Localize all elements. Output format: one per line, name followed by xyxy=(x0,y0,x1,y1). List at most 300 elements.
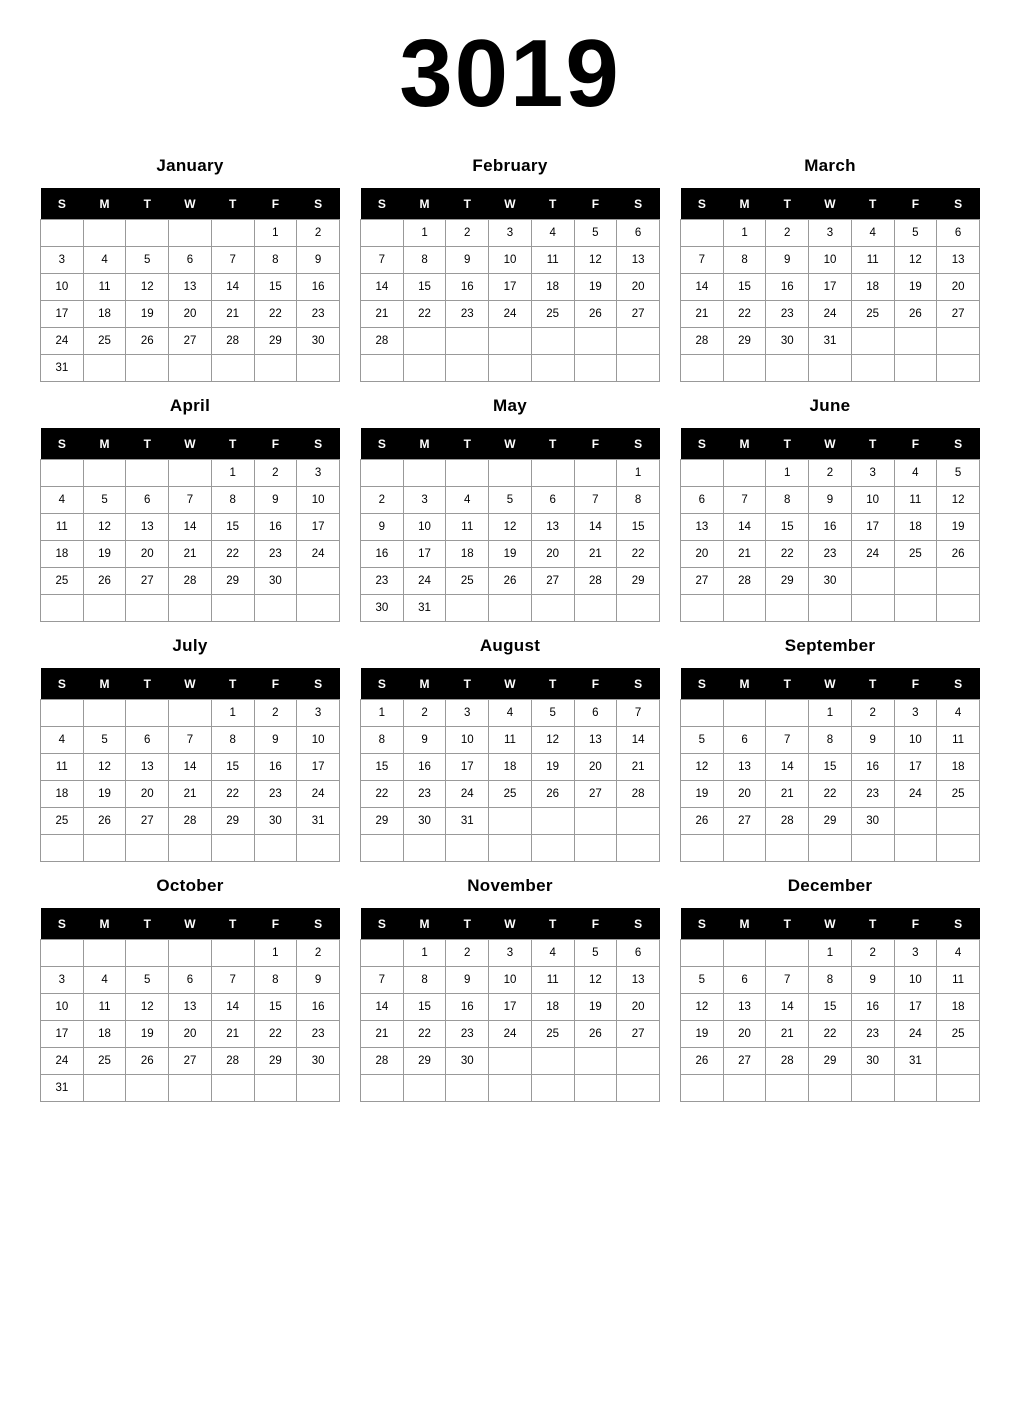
day-cell: 22 xyxy=(723,301,766,328)
day-cell: 1 xyxy=(361,700,404,727)
day-cell-empty xyxy=(937,568,980,595)
month-name: April xyxy=(169,396,211,415)
month-name: August xyxy=(479,636,541,655)
day-cell: 6 xyxy=(126,487,169,514)
day-cell-empty xyxy=(531,808,574,835)
day-cell: 28 xyxy=(361,1048,404,1075)
day-cell: 24 xyxy=(489,1021,532,1048)
week-row xyxy=(41,355,340,382)
day-cell: 2 xyxy=(254,700,297,727)
week-row xyxy=(681,220,980,247)
weekday-header-row xyxy=(41,908,340,940)
week-row xyxy=(681,754,980,781)
day-cell: 7 xyxy=(361,967,404,994)
week-row xyxy=(681,595,980,622)
day-cell: 23 xyxy=(766,301,809,328)
day-cell: 3 xyxy=(894,940,937,967)
day-cell: 4 xyxy=(83,247,126,274)
day-cell: 3 xyxy=(297,700,340,727)
day-cell: 3 xyxy=(489,940,532,967)
week-row xyxy=(681,247,980,274)
day-cell-empty xyxy=(446,595,489,622)
day-cell-empty xyxy=(894,1075,937,1102)
week-row xyxy=(361,781,660,808)
weekday-header-cell: T xyxy=(126,668,169,700)
day-cell: 7 xyxy=(617,700,660,727)
day-cell-empty xyxy=(723,460,766,487)
week-row xyxy=(361,568,660,595)
day-cell: 19 xyxy=(126,1021,169,1048)
day-cell-empty xyxy=(574,355,617,382)
day-cell-empty xyxy=(211,355,254,382)
day-cell-empty xyxy=(894,355,937,382)
day-cell: 6 xyxy=(937,220,980,247)
day-cell: 19 xyxy=(83,541,126,568)
day-cell: 23 xyxy=(446,1021,489,1048)
week-row xyxy=(361,355,660,382)
day-cell: 19 xyxy=(937,514,980,541)
week-row xyxy=(361,754,660,781)
week-row xyxy=(361,487,660,514)
day-cell: 10 xyxy=(297,727,340,754)
day-cell: 23 xyxy=(254,781,297,808)
week-row xyxy=(361,727,660,754)
day-cell: 29 xyxy=(809,1048,852,1075)
day-cell-empty xyxy=(126,940,169,967)
day-cell: 25 xyxy=(41,568,84,595)
day-cell-empty xyxy=(403,355,446,382)
day-cell: 4 xyxy=(894,460,937,487)
week-row xyxy=(41,301,340,328)
day-cell: 31 xyxy=(809,328,852,355)
day-cell-empty xyxy=(254,835,297,862)
day-cell: 8 xyxy=(254,967,297,994)
months-grid xyxy=(0,156,1020,1116)
day-cell-empty xyxy=(126,595,169,622)
weekday-header-cell: W xyxy=(809,908,852,940)
week-row xyxy=(361,595,660,622)
day-cell: 13 xyxy=(681,514,724,541)
day-cell-empty xyxy=(851,355,894,382)
weekday-header-cell: F xyxy=(254,188,297,220)
week-row xyxy=(681,700,980,727)
day-cell: 20 xyxy=(169,1021,212,1048)
day-cell: 4 xyxy=(41,727,84,754)
day-cell: 19 xyxy=(83,781,126,808)
day-cell: 9 xyxy=(446,247,489,274)
day-cell: 17 xyxy=(489,274,532,301)
day-cell: 15 xyxy=(211,514,254,541)
day-cell-empty xyxy=(489,460,532,487)
day-cell: 5 xyxy=(531,700,574,727)
week-row xyxy=(681,274,980,301)
month-name: December xyxy=(787,876,873,895)
week-row xyxy=(361,301,660,328)
day-cell-empty xyxy=(937,835,980,862)
day-cell: 21 xyxy=(681,301,724,328)
month-calendar-table xyxy=(360,428,660,622)
day-cell: 3 xyxy=(403,487,446,514)
month-calendar-table xyxy=(360,668,660,862)
weekday-header-cell: W xyxy=(809,668,852,700)
day-cell: 22 xyxy=(211,541,254,568)
day-cell: 19 xyxy=(531,754,574,781)
weekday-header-cell: T xyxy=(766,908,809,940)
day-cell-empty xyxy=(681,220,724,247)
day-cell-empty xyxy=(681,940,724,967)
day-cell: 29 xyxy=(254,328,297,355)
day-cell: 7 xyxy=(766,967,809,994)
day-cell: 14 xyxy=(574,514,617,541)
week-row xyxy=(41,700,340,727)
day-cell: 15 xyxy=(617,514,660,541)
weekday-header-cell: W xyxy=(489,908,532,940)
day-cell: 7 xyxy=(681,247,724,274)
weekday-header-cell: S xyxy=(297,908,340,940)
week-row xyxy=(41,514,340,541)
weekday-header-cell: F xyxy=(574,428,617,460)
day-cell: 17 xyxy=(809,274,852,301)
day-cell: 25 xyxy=(531,1021,574,1048)
weekday-header-row xyxy=(361,668,660,700)
day-cell: 28 xyxy=(723,568,766,595)
day-cell: 17 xyxy=(41,1021,84,1048)
week-row xyxy=(41,994,340,1021)
day-cell: 3 xyxy=(297,460,340,487)
day-cell: 29 xyxy=(361,808,404,835)
day-cell: 2 xyxy=(446,220,489,247)
day-cell: 30 xyxy=(297,1048,340,1075)
month-name: November xyxy=(467,876,553,895)
day-cell: 10 xyxy=(489,967,532,994)
day-cell-empty xyxy=(766,595,809,622)
week-row xyxy=(681,355,980,382)
day-cell: 19 xyxy=(574,274,617,301)
day-cell: 27 xyxy=(126,568,169,595)
day-cell: 14 xyxy=(169,754,212,781)
day-cell-empty xyxy=(531,1048,574,1075)
weekday-header-cell: S xyxy=(937,908,980,940)
day-cell: 22 xyxy=(403,301,446,328)
week-row xyxy=(681,1048,980,1075)
weekday-header-cell: S xyxy=(297,668,340,700)
day-cell: 7 xyxy=(723,487,766,514)
day-cell: 1 xyxy=(766,460,809,487)
day-cell: 17 xyxy=(297,514,340,541)
day-cell: 13 xyxy=(617,247,660,274)
day-cell: 3 xyxy=(446,700,489,727)
day-cell: 13 xyxy=(937,247,980,274)
weekday-header-cell: M xyxy=(83,188,126,220)
day-cell-empty xyxy=(83,700,126,727)
day-cell: 30 xyxy=(851,808,894,835)
week-row xyxy=(361,1048,660,1075)
day-cell: 4 xyxy=(41,487,84,514)
day-cell-empty xyxy=(403,328,446,355)
day-cell-empty xyxy=(531,595,574,622)
day-cell-empty xyxy=(83,595,126,622)
weekday-header-cell: M xyxy=(403,908,446,940)
week-row xyxy=(361,940,660,967)
day-cell: 26 xyxy=(83,568,126,595)
weekday-header-cell: W xyxy=(809,428,852,460)
weekday-header-row xyxy=(681,908,980,940)
day-cell: 17 xyxy=(446,754,489,781)
day-cell-empty xyxy=(169,700,212,727)
day-cell: 25 xyxy=(83,1048,126,1075)
day-cell: 14 xyxy=(361,994,404,1021)
day-cell-empty xyxy=(211,595,254,622)
day-cell-empty xyxy=(766,940,809,967)
day-cell: 10 xyxy=(446,727,489,754)
day-cell: 27 xyxy=(531,568,574,595)
weekday-header-cell: S xyxy=(41,188,84,220)
day-cell: 17 xyxy=(851,514,894,541)
day-cell: 21 xyxy=(211,1021,254,1048)
day-cell: 3 xyxy=(41,247,84,274)
day-cell: 16 xyxy=(254,514,297,541)
week-row xyxy=(41,247,340,274)
weekday-header-cell: T xyxy=(211,188,254,220)
day-cell: 24 xyxy=(403,568,446,595)
weekday-header-cell: T xyxy=(531,188,574,220)
day-cell: 17 xyxy=(297,754,340,781)
weekday-header-cell: T xyxy=(446,428,489,460)
weekday-header-row xyxy=(41,188,340,220)
day-cell: 24 xyxy=(809,301,852,328)
day-cell: 31 xyxy=(41,1075,84,1102)
day-cell-empty xyxy=(41,835,84,862)
day-cell: 21 xyxy=(169,781,212,808)
day-cell: 23 xyxy=(809,541,852,568)
week-row xyxy=(681,940,980,967)
weekday-header-cell: T xyxy=(446,908,489,940)
day-cell-empty xyxy=(361,940,404,967)
day-cell: 26 xyxy=(489,568,532,595)
day-cell: 8 xyxy=(211,727,254,754)
day-cell: 21 xyxy=(766,1021,809,1048)
day-cell: 4 xyxy=(83,967,126,994)
weekday-header-cell: W xyxy=(489,428,532,460)
month-name: February xyxy=(472,156,548,175)
week-row xyxy=(681,781,980,808)
month-calendar-table xyxy=(360,908,660,1102)
week-row xyxy=(681,1021,980,1048)
day-cell: 10 xyxy=(894,727,937,754)
day-cell-empty xyxy=(169,595,212,622)
day-cell-empty xyxy=(681,835,724,862)
day-cell: 2 xyxy=(809,460,852,487)
day-cell-empty xyxy=(83,835,126,862)
day-cell-empty xyxy=(83,1075,126,1102)
day-cell: 11 xyxy=(41,514,84,541)
weekday-header-cell: M xyxy=(83,428,126,460)
weekday-header-cell: S xyxy=(297,428,340,460)
weekday-header-row xyxy=(361,428,660,460)
week-row xyxy=(41,595,340,622)
week-row xyxy=(41,328,340,355)
month-block xyxy=(40,156,340,382)
day-cell: 26 xyxy=(126,328,169,355)
day-cell: 20 xyxy=(617,274,660,301)
day-cell: 4 xyxy=(851,220,894,247)
weekday-header-row xyxy=(41,668,340,700)
day-cell: 13 xyxy=(574,727,617,754)
day-cell-empty xyxy=(297,1075,340,1102)
week-row xyxy=(41,568,340,595)
day-cell: 16 xyxy=(809,514,852,541)
day-cell: 1 xyxy=(809,700,852,727)
day-cell-empty xyxy=(617,328,660,355)
day-cell: 24 xyxy=(41,328,84,355)
day-cell: 16 xyxy=(254,754,297,781)
week-row xyxy=(681,835,980,862)
day-cell-empty xyxy=(809,595,852,622)
day-cell: 28 xyxy=(169,808,212,835)
month-name: January xyxy=(156,156,224,175)
day-cell: 5 xyxy=(489,487,532,514)
weekday-header-cell: T xyxy=(126,428,169,460)
day-cell: 26 xyxy=(681,808,724,835)
day-cell: 16 xyxy=(851,994,894,1021)
day-cell: 5 xyxy=(894,220,937,247)
day-cell: 4 xyxy=(937,940,980,967)
weekday-header-cell: W xyxy=(169,668,212,700)
day-cell: 10 xyxy=(809,247,852,274)
day-cell: 7 xyxy=(361,247,404,274)
day-cell: 12 xyxy=(531,727,574,754)
day-cell: 14 xyxy=(617,727,660,754)
day-cell: 27 xyxy=(937,301,980,328)
day-cell: 19 xyxy=(894,274,937,301)
day-cell-empty xyxy=(723,700,766,727)
day-cell-empty xyxy=(254,595,297,622)
day-cell: 6 xyxy=(681,487,724,514)
day-cell: 21 xyxy=(617,754,660,781)
week-row xyxy=(361,967,660,994)
day-cell: 9 xyxy=(766,247,809,274)
day-cell: 20 xyxy=(531,541,574,568)
day-cell: 4 xyxy=(531,220,574,247)
day-cell: 1 xyxy=(211,460,254,487)
weekday-header-cell: S xyxy=(361,188,404,220)
day-cell: 20 xyxy=(617,994,660,1021)
day-cell: 28 xyxy=(766,808,809,835)
day-cell-empty xyxy=(126,355,169,382)
day-cell: 22 xyxy=(809,781,852,808)
day-cell: 28 xyxy=(681,328,724,355)
day-cell: 19 xyxy=(126,301,169,328)
week-row xyxy=(361,1021,660,1048)
week-row xyxy=(681,460,980,487)
month-calendar-table xyxy=(680,668,980,862)
day-cell-empty xyxy=(361,220,404,247)
day-cell: 24 xyxy=(851,541,894,568)
week-row xyxy=(41,220,340,247)
day-cell: 15 xyxy=(254,994,297,1021)
day-cell: 10 xyxy=(403,514,446,541)
day-cell-empty xyxy=(169,220,212,247)
day-cell-empty xyxy=(766,700,809,727)
day-cell: 30 xyxy=(297,328,340,355)
day-cell: 23 xyxy=(446,301,489,328)
day-cell: 14 xyxy=(169,514,212,541)
day-cell: 2 xyxy=(297,220,340,247)
week-row xyxy=(41,940,340,967)
day-cell: 25 xyxy=(41,808,84,835)
weekday-header-cell: W xyxy=(169,908,212,940)
week-row xyxy=(41,1021,340,1048)
day-cell: 12 xyxy=(126,994,169,1021)
month-block xyxy=(680,636,980,862)
day-cell: 12 xyxy=(574,247,617,274)
day-cell: 19 xyxy=(489,541,532,568)
day-cell: 8 xyxy=(617,487,660,514)
weekday-header-cell: T xyxy=(531,668,574,700)
day-cell: 28 xyxy=(169,568,212,595)
day-cell-empty xyxy=(489,1048,532,1075)
week-row xyxy=(361,700,660,727)
day-cell: 5 xyxy=(681,727,724,754)
month-name: September xyxy=(784,636,876,655)
day-cell: 5 xyxy=(681,967,724,994)
weekday-header-cell: T xyxy=(766,428,809,460)
day-cell: 7 xyxy=(169,727,212,754)
day-cell: 2 xyxy=(254,460,297,487)
week-row xyxy=(41,808,340,835)
day-cell: 21 xyxy=(211,301,254,328)
week-row xyxy=(681,514,980,541)
day-cell-empty xyxy=(574,1048,617,1075)
day-cell: 22 xyxy=(254,1021,297,1048)
day-cell: 27 xyxy=(126,808,169,835)
month-name: July xyxy=(172,636,208,655)
day-cell-empty xyxy=(126,460,169,487)
day-cell: 10 xyxy=(851,487,894,514)
day-cell: 22 xyxy=(766,541,809,568)
day-cell: 12 xyxy=(83,514,126,541)
week-row xyxy=(681,808,980,835)
day-cell: 11 xyxy=(83,994,126,1021)
day-cell: 15 xyxy=(361,754,404,781)
weekday-header-cell: M xyxy=(723,188,766,220)
day-cell: 3 xyxy=(809,220,852,247)
day-cell: 30 xyxy=(809,568,852,595)
weekday-header-cell: S xyxy=(681,188,724,220)
day-cell: 16 xyxy=(297,274,340,301)
day-cell-empty xyxy=(446,328,489,355)
month-calendar-table xyxy=(40,668,340,862)
day-cell: 14 xyxy=(361,274,404,301)
day-cell: 9 xyxy=(297,247,340,274)
day-cell-empty xyxy=(894,835,937,862)
day-cell: 1 xyxy=(211,700,254,727)
weekday-header-cell: T xyxy=(851,188,894,220)
day-cell-empty xyxy=(574,835,617,862)
day-cell: 10 xyxy=(41,994,84,1021)
day-cell-empty xyxy=(403,835,446,862)
day-cell: 24 xyxy=(489,301,532,328)
day-cell: 8 xyxy=(403,967,446,994)
day-cell-empty xyxy=(617,1048,660,1075)
weekday-header-cell: F xyxy=(574,908,617,940)
day-cell: 29 xyxy=(723,328,766,355)
day-cell-empty xyxy=(41,460,84,487)
weekday-header-cell: S xyxy=(937,428,980,460)
weekday-header-cell: S xyxy=(361,908,404,940)
week-row xyxy=(361,541,660,568)
week-row xyxy=(681,301,980,328)
